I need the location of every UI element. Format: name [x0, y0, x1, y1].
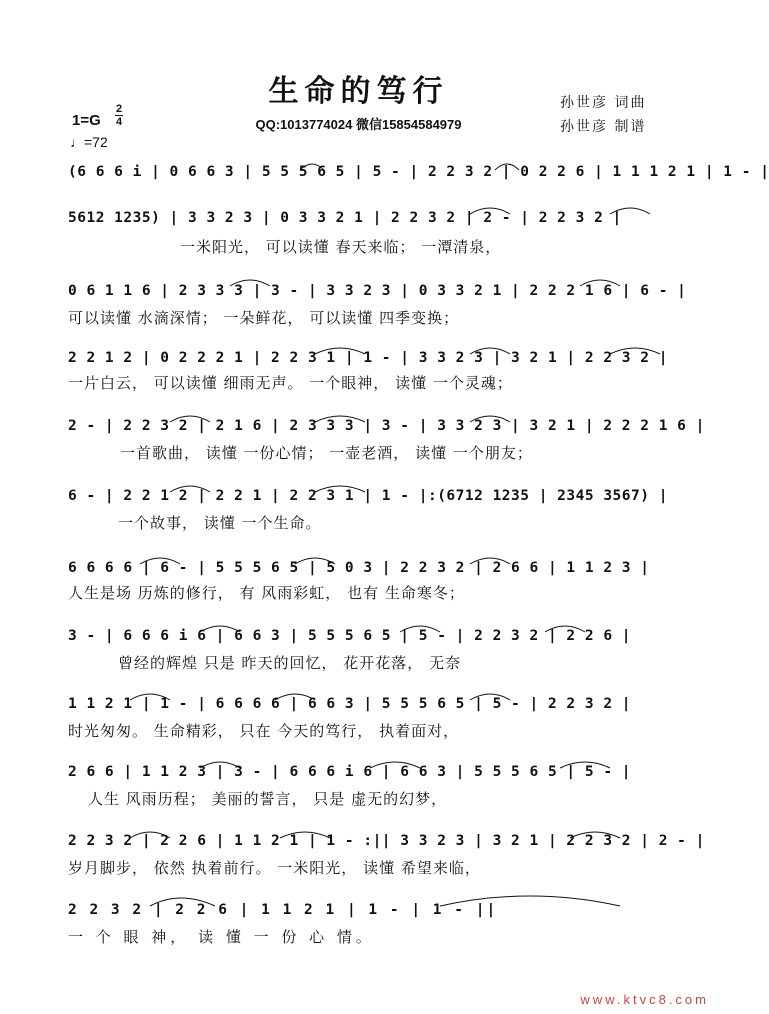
slur-mark — [370, 762, 420, 768]
slur-mark — [130, 832, 170, 838]
time-signature-bottom: 4 — [115, 116, 123, 128]
slur-mark — [495, 164, 519, 170]
slur-mark — [470, 416, 510, 422]
slur-mark — [200, 762, 240, 768]
slur-mark — [470, 208, 510, 214]
slur-mark — [315, 416, 365, 422]
notation-line: 2 2 3 2 | 2 2 6 | 1 1 2 1 | 1 - :|| 3 3 2 3 | 3 2 1 | 2 2 3 2 | 2 - | — [68, 833, 705, 849]
slur-mark — [150, 898, 215, 906]
slur-mark — [570, 832, 620, 838]
slur-mark — [580, 280, 620, 286]
slur-mark — [170, 486, 210, 492]
slur-mark — [610, 208, 650, 214]
slur-mark — [130, 694, 170, 700]
key-signature: 1=G — [72, 112, 101, 129]
lyric-line: 一首歌曲， 读懂 一份心情； 一壶老酒， 读懂 一个朋友； — [120, 444, 533, 462]
notation-line: 6 - | 2 2 1 2 | 2 2 1 | 2 2 3 1 | 1 - |:(6712 1235 | 2345 3567) | — [68, 488, 668, 504]
lyric-line: 一个故事， 读懂 一个生命。 — [118, 514, 322, 532]
lyric-line: 人生是场 历炼的修行， 有 风雨彩虹， 也有 生命寒冬； — [68, 584, 465, 602]
notation-line: 2 2 1 2 | 0 2 2 2 1 | 2 2 3 1 | 1 - | 3 3 2 3 | 3 2 1 | 2 2 3 2 | — [68, 350, 668, 366]
notation-line: (6 6 6 i | 0 6 6 3 | 5 5 5 6 5 | 5 - | 2 2 3 2 | 0 2 2 6 | 1 1 1 2 1 | 1 - | — [68, 164, 769, 180]
lyric-line: 一片白云， 可以读懂 细雨无声。 一个眼神， 读懂 一个灵魂； — [68, 374, 513, 392]
slur-mark — [295, 558, 335, 564]
notation-line: 1 1 2 1 | 1 - | 6 6 6 6 | 6 6 3 | 5 5 5 6 5 | 5 - | 2 2 3 2 | — [68, 696, 632, 712]
slur-mark — [315, 348, 365, 354]
slur-mark — [315, 486, 365, 492]
slur-mark — [140, 558, 180, 564]
slur-mark — [545, 626, 585, 632]
slur-mark — [280, 832, 330, 838]
lyric-line: 一米阳光， 可以读懂 春天来临； 一潭清泉， — [180, 238, 502, 256]
lyric-line: 可以读懂 水滴深情； 一朵鲜花， 可以读懂 四季变换； — [68, 309, 460, 327]
slur-mark — [170, 416, 210, 422]
slur-mark — [300, 164, 324, 170]
lyric-line: 人生 风雨历程； 美丽的誓言， 只是 虚无的幻梦， — [88, 790, 448, 808]
slur-mark — [440, 896, 620, 906]
notation-line: 5612 1235) | 3 3 2 3 | 0 3 3 2 1 | 2 2 3 2 | 2 - | 2 2 3 2 | — [68, 210, 622, 226]
contact-info: QQ:1013774024 微信15854584979 — [255, 117, 462, 132]
slur-mark — [275, 694, 315, 700]
notation-line: 0 6 1 1 6 | 2 3 3 3 | 3 - | 3 3 2 3 | 0 3 3 2 1 | 2 2 2 1 6 | 6 - | — [68, 283, 687, 299]
lyric-line: 岁月脚步， 依然 执着前行。 一米阳光， 读懂 希望来临， — [68, 859, 481, 877]
lyric-line: 时光匆匆。 生命精彩， 只在 今天的笃行， 执着面对， — [68, 722, 460, 740]
slur-mark — [610, 348, 660, 354]
slur-mark — [230, 280, 270, 286]
notation-line: 3 - | 6 6 6 i 6 | 6 6 3 | 5 5 5 6 5 | 5 - | 2 2 3 2 | 2 2 6 | — [68, 628, 632, 644]
lyricist-credit: 孙世彦 词曲 — [560, 95, 647, 111]
watermark-site: www.ktvc8.com — [580, 992, 709, 1007]
notation-line: 2 6 6 | 1 1 2 3 | 3 - | 6 6 6 i 6 | 6 6 3 | 5 5 5 6 5 | 5 - | — [68, 764, 632, 780]
arranger-credit: 孙世彦 制谱 — [560, 119, 647, 135]
slur-mark — [560, 762, 610, 768]
notation-line: 6 6 6 6 | 6 - | 5 5 5 6 5 | 5 0 3 | 2 2 3 2 | 2 6 6 | 1 1 2 3 | — [68, 560, 650, 576]
slur-mark — [470, 694, 510, 700]
tempo-marking: ♩=72 — [70, 134, 108, 150]
lyric-line: 曾经的辉煌 只是 昨天的回忆， 花开花落， 无奈 — [118, 654, 462, 672]
slur-mark — [400, 626, 440, 632]
notation-line: 2 - | 2 2 3 2 | 2 1 6 | 2 3 3 3 | 3 - | 3 3 2 3 | 3 2 1 | 2 2 2 1 6 | — [68, 418, 705, 434]
lyric-line: 一 个 眼 神， 读 懂 一 份 心 情。 — [68, 928, 375, 946]
notation-line: 2 2 3 2 | 2 2 6 | 1 1 2 1 | 1 - | 1 - || — [68, 902, 498, 918]
time-signature-top: 2 — [115, 103, 123, 115]
slur-mark — [200, 626, 240, 632]
slur-mark — [470, 348, 510, 354]
slur-mark — [470, 558, 510, 564]
song-title: 生命的笃行 — [268, 74, 449, 109]
